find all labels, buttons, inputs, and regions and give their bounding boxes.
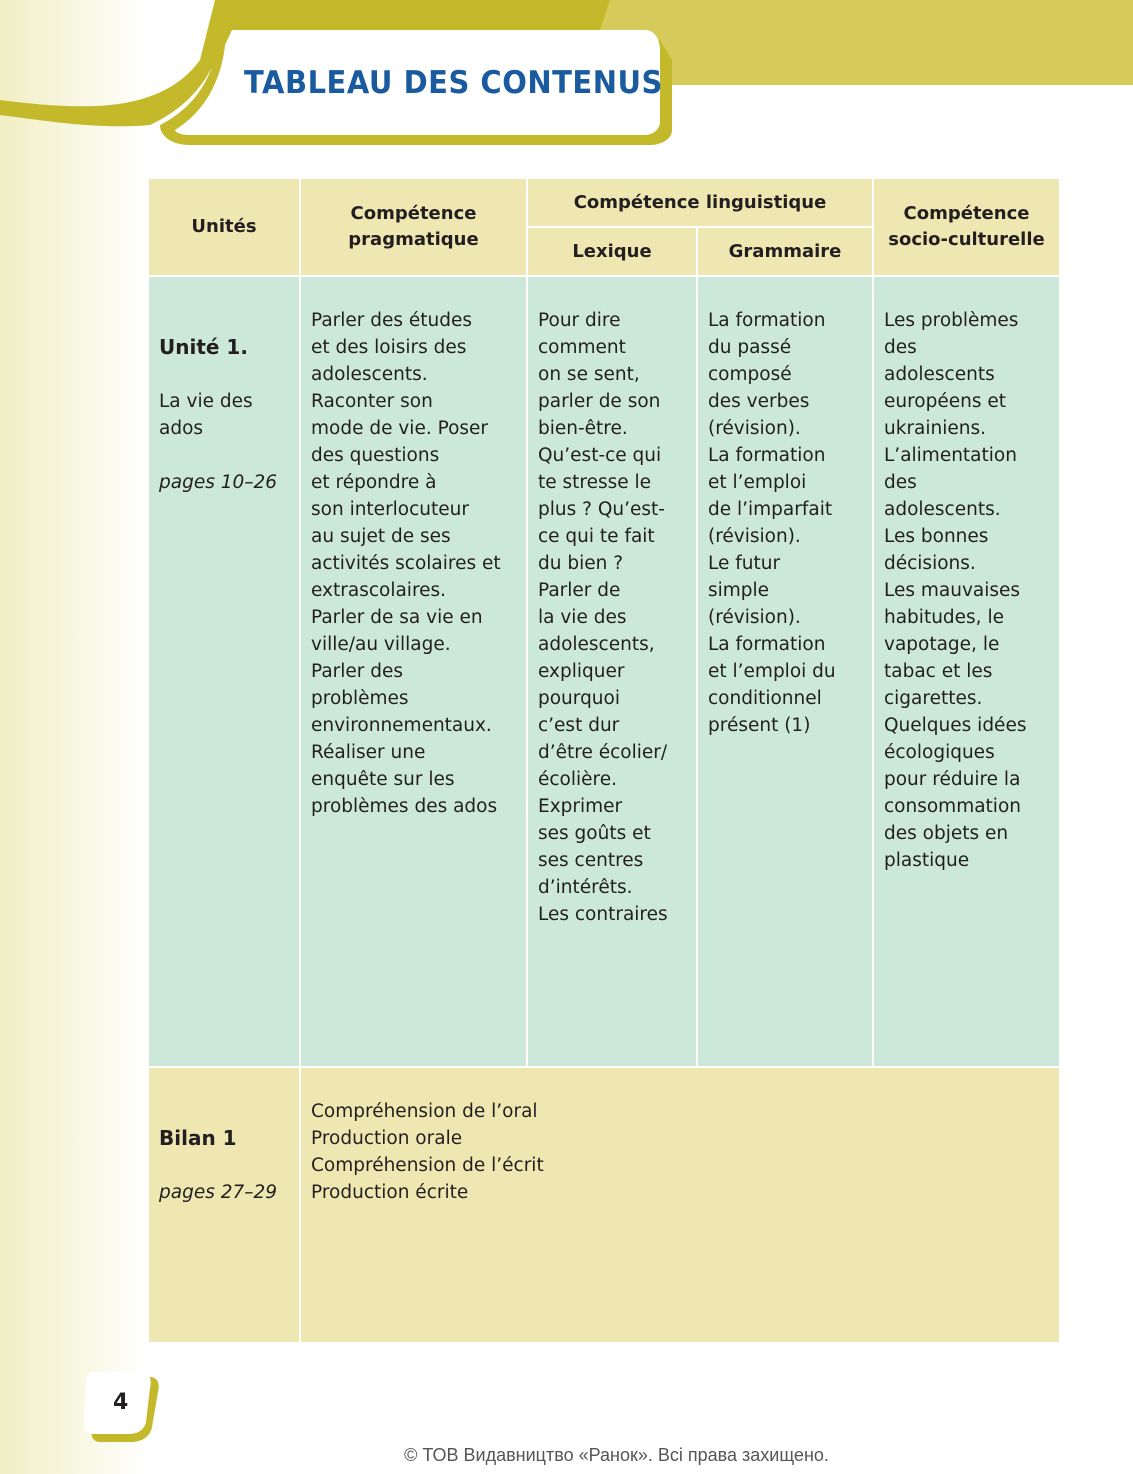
unit-1-pragmatique: Parler des études et des loisirs des adolescents. Raconter son mode de vie. Poser des questions et répondre à son interlocuteur au sujet de ses activités scolaires et extrascolaires. Parler de sa vie en ville/au village. Parler des problèmes environnementaux. Réaliser une enquête sur les problèmes des ados [300,276,527,1067]
header-units: Unités [148,178,300,276]
bilan-1-content: Compréhension de l’oral Production orale Compréhension de l’écrit Production écrite [300,1067,1060,1343]
unit-1-lexique: Pour dire comment on se sent, parler de son bien-être. Qu’est-ce qui te stresse le plus ? Qu’est- ce qui te fait du bien ? Parler de la vie des adolescents, expliquer pourquoi c’est dur d’être écolier/ écolière. Exprimer ses goûts et ses centres d’intérêts. Les contraires [527,276,697,1067]
unit-1-name: La vie des ados [159,391,253,439]
table-row-unit-1 [148,276,1060,1067]
left-gradient-strip [0,0,150,1474]
unit-1-socio: Les problèmes des adolescents européens et ukrainiens. L’alimentation des adolescents. Les bonnes décisions. Les mauvaises habitudes, le vapotage, le tabac et les cigarettes. Quelques idées écologiques pour réduire la consommation des objets en plastique [873,276,1060,1067]
header-pragmatic: Compétence pragmatique [300,178,527,276]
header-socio: Compétence socio-culturelle [873,178,1060,276]
copyright-footer: © ТОВ Видавництво «Ранок». Всі права захищено. [404,1445,829,1465]
unit-1-title: Unité 1. [159,335,248,359]
page-number: 4 [113,1390,129,1415]
bilan-1-cell [148,1067,300,1343]
bilan-1-title: Bilan 1 [159,1126,237,1150]
header-linguistic: Compétence linguistique [527,178,873,227]
unit-1-pages: pages 10–26 [159,472,278,493]
header-grammaire: Grammaire [697,227,873,276]
contents-table [147,177,1061,1344]
page-title: TABLEAU DES CONTENUS [244,64,663,101]
unit-1-cell [148,276,300,1067]
table-row-bilan-1 [148,1067,1060,1343]
unit-1-grammaire: La formation du passé composé des verbes (révision). La formation et l’emploi de l’imparfait (révision). Le futur simple (révision). La formation et l’emploi du conditionnel présent (1) [697,276,873,1067]
header-lexique: Lexique [527,227,697,276]
bilan-1-pages: pages 27–29 [159,1182,278,1203]
